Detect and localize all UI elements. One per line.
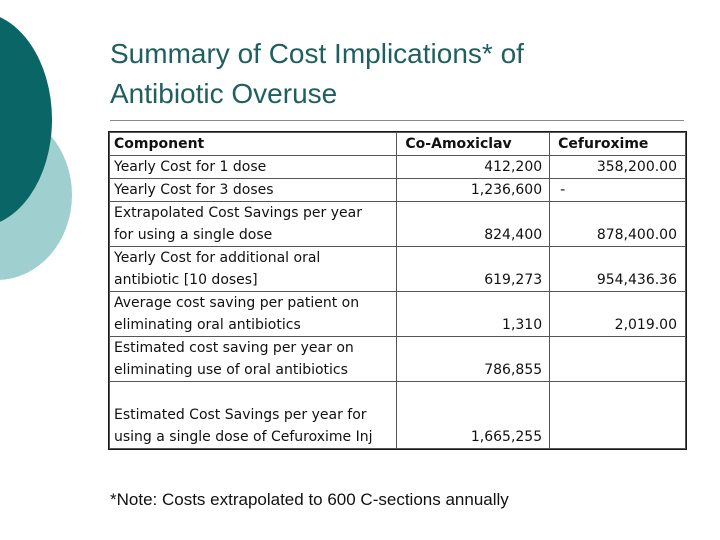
row-label-line: Yearly Cost for 1 dose (114, 159, 267, 175)
decorative-circles (0, 0, 80, 300)
co-amoxiclav-value: 1,665,255 (397, 382, 550, 449)
cefuroxime-value: 358,200.00 (550, 156, 686, 179)
footnote: *Note: Costs extrapolated to 600 C-sections annually (110, 490, 509, 509)
row-label (110, 179, 397, 202)
row-label-line: using a single dose of Cefuroxime Inj (114, 429, 373, 445)
row-label-line: Yearly Cost for 3 doses (114, 182, 274, 198)
header-cefuroxime: Cefuroxime (550, 133, 686, 156)
table-row (110, 292, 686, 337)
cefuroxime-value: - (550, 179, 686, 202)
table-header-row (110, 133, 686, 156)
table-row (110, 156, 686, 179)
title-divider (110, 120, 684, 121)
row-label-line: antibiotic [10 doses] (114, 272, 258, 288)
slide-title-line2: Antibiotic Overuse (110, 78, 338, 109)
table-row (110, 179, 686, 202)
cefuroxime-value: 878,400.00 (550, 202, 686, 247)
co-amoxiclav-value: 1,310 (397, 292, 550, 337)
row-label-line: for using a single dose (114, 227, 273, 243)
row-label-line: Estimated Cost Savings per year for (114, 407, 367, 423)
co-amoxiclav-value: 786,855 (397, 337, 550, 382)
row-label (110, 247, 397, 292)
cefuroxime-value (550, 382, 686, 449)
table-row (110, 247, 686, 292)
row-label-line: eliminating oral antibiotics (114, 317, 301, 333)
row-label (110, 202, 397, 247)
cefuroxime-value: 954,436.36 (550, 247, 686, 292)
header-component: Component (110, 133, 397, 156)
co-amoxiclav-value: 412,200 (397, 156, 550, 179)
co-amoxiclav-value: 619,273 (397, 247, 550, 292)
cefuroxime-value (550, 337, 686, 382)
table-row (110, 202, 686, 247)
cefuroxime-value: 2,019.00 (550, 292, 686, 337)
row-label (110, 382, 397, 449)
row-label-line: Yearly Cost for additional oral (114, 250, 321, 266)
table-row (110, 337, 686, 382)
table-row (110, 382, 686, 449)
co-amoxiclav-value: 1,236,600 (397, 179, 550, 202)
row-label-line: eliminating use of oral antibiotics (114, 362, 348, 378)
row-label (110, 337, 397, 382)
co-amoxiclav-value: 824,400 (397, 202, 550, 247)
slide-title-line1: Summary of Cost Implications* of (110, 38, 524, 69)
cost-table (108, 131, 687, 450)
row-label (110, 156, 397, 179)
row-label-line: Average cost saving per patient on (114, 295, 360, 311)
header-co-amoxiclav: Co-Amoxiclav (397, 133, 550, 156)
row-label-line: Estimated cost saving per year on (114, 340, 354, 356)
row-label-line: Extrapolated Cost Savings per year (114, 205, 362, 221)
slide-title (110, 34, 670, 114)
row-label (110, 292, 397, 337)
